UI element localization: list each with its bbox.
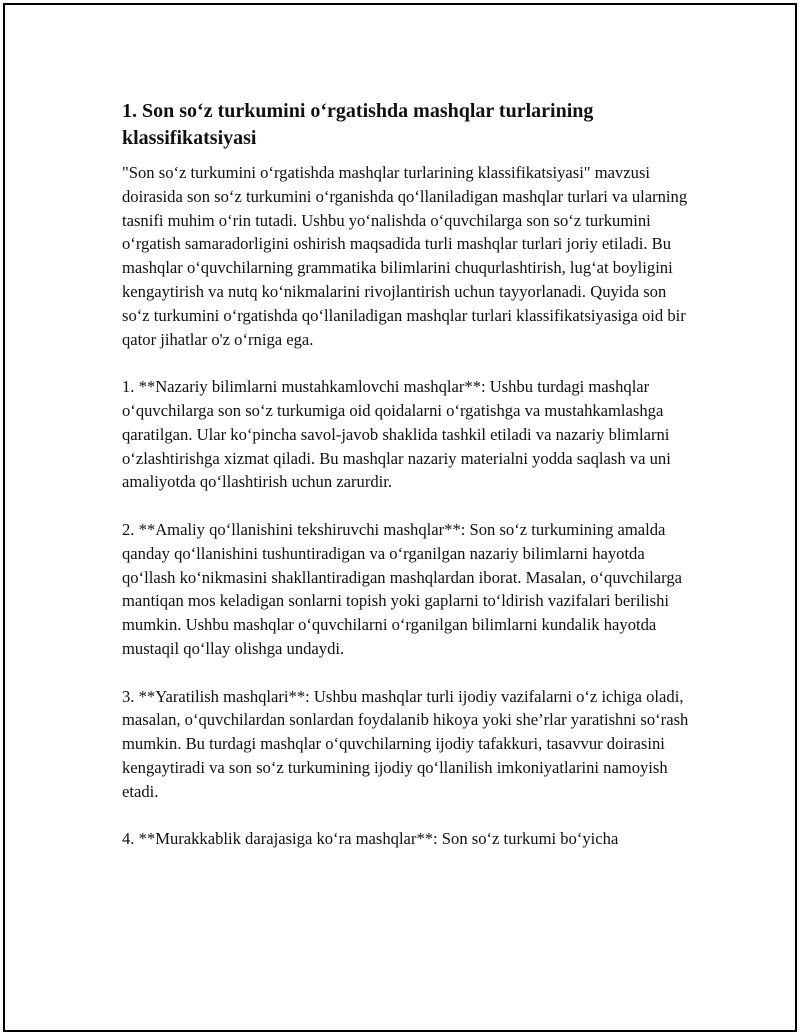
paragraph-item-3: 3. **Yaratilish mashqlari**: Ushbu mashqlar turli ijodiy vazifalarni o‘z ichiga oladi, masalan, o‘quvchilardan sonlardan foydalanib hikoya yoki she’rlar yaratishni so‘rash mumkin. Bu turdagi mashqlar o‘quvchilarning ijodiy tafakkuri, tasavvur doirasini kengaytiradi va son so‘z turkumining ijodiy qo‘llanilish imkoniyatlarini namoyish etadi. [122, 686, 689, 801]
paragraph-item-2: 2. **Amaliy qo‘llanishini tekshiruvchi mashqlar**: Son so‘z turkumining amalda qanday qo‘llanishini tushuntiradigan va o‘rganilgan nazariy bilimlarni hayotda qo‘llash ko‘nikmasini shakllantiradigan mashqlardan iborat. Masalan, o‘quvchilarga mantiqan mos keladigan sonlarni topish yoki gaplarni to‘ldirish vazifalari berilishi mumkin. Ushbu mashqlar o‘quvchilarni o‘rganilgan bilimlarni kundalik hayotda mustaqil qo‘llay olishga undaydi. [122, 519, 683, 658]
page [3, 3, 797, 1032]
section-title: 1. Son so‘z turkumini o‘rgatishda mashqlar turlarining klassifikatsiyasi [122, 100, 594, 149]
paragraph-item-4: 4. **Murakkablik darajasiga ko‘ra mashqlar**: Son so‘z turkumi bo‘yicha [122, 829, 619, 849]
intro-paragraph: "Son so‘z turkumini o‘rgatishda mashqlar turlarining klassifikatsiyasi" mavzusi doirasida son so‘z turkumini o‘rganishda qo‘llaniladigan mashqlar turlari va ularning tasnifi muhim o‘rin tutadi. Ushbu yo‘nalishda o‘quvchilarga son so‘z turkumini o‘rgatish samaradorligini oshirish maqsadida turli mashqlar turlari joriy etiladi. Bu mashqlar o‘quvchilarning grammatika bilimlarini chuqurlashtirish, lug‘at boyligini kengaytirish va nutq ko‘nikmalarini rivojlantirish uchun tayyorlanadi. Quyida son so‘z turkumini o‘rgatishda qo‘llaniladigan mashqlar turlari klassifikatsiyasiga oid bir qator jihatlar o'z o‘rniga ega. [122, 163, 688, 349]
document-body [122, 98, 692, 875]
paragraph-item-1: 1. **Nazariy bilimlarni mustahkamlovchi mashqlar**: Ushbu turdagi mashqlar o‘quvchilarga son so‘z turkumiga oid qoidalarni o‘rgatishga va mustahkamlashga qaratilgan. Ular ko‘pincha savol-javob shaklida tashkil etiladi va nazariy blimlarni o‘zlashtirishga xizmat qiladi. Bu mashqlar nazariy materialni yodda saqlash va uni amaliyotda qo‘llashtirish uchun zarurdir. [122, 377, 671, 492]
